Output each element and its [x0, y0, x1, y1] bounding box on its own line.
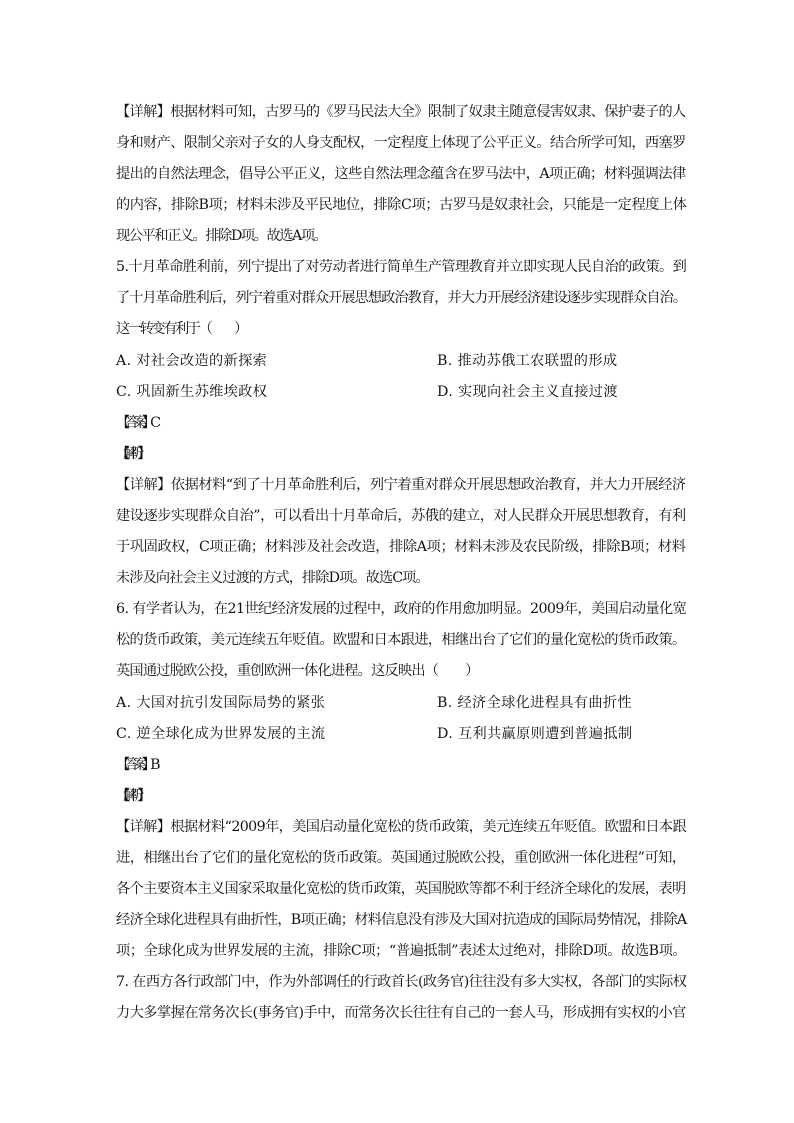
q5-option-d: D. 实现向社会主义直接过渡 — [437, 384, 618, 400]
text-line: 各个主要资本主义国家采取量化宽松的货币政策，英国脱欧等都不利于经济全球化的发展，表明 — [116, 881, 686, 897]
q6-answer: 【答案】B — [116, 757, 155, 773]
q6-option-d: D. 互利共赢原则遭到普遍抵制 — [437, 726, 633, 742]
q5-answer: 【答案】C — [116, 415, 156, 431]
text-line: 的内容，排除B项；材料未涉及平民地位，排除C项；古罗马是奴隶社会，只能是一定程度上体 — [116, 197, 687, 213]
text-line: 身和财产、限制父亲对子女的人身支配权，一定程度上体现了公平正义。结合所学可知，西塞罗 — [116, 135, 686, 151]
q5-option-c: C. 巩固新生苏维埃政权 — [116, 384, 268, 400]
text-line: 了十月革命胜利后，列宁着重对群众开展思想政治教育，并大力开展经济建设逐步实现群众自治。 — [116, 290, 687, 306]
q5-analysis-heading: 【解析】 — [116, 446, 145, 462]
text-line: 进，相继出台了它们的量化宽松的货币政策。英国通过脱欧公投，重创欧洲一体化进程”可知， — [116, 850, 686, 866]
text-line: 项；全球化成为世界发展的主流，排除C项；“普遍抵制”表述太过绝对，排除D项。故选B项。 — [116, 943, 687, 959]
text-line: 于巩固政权，C项正确；材料涉及社会改造，排除A项；材料未涉及农民阶级，排除B项；材料 — [116, 539, 686, 555]
question-6-stem: 6. 有学者认为，在21世纪经济发展的过程中，政府的作用愈加明显。2009年，美国启动量化宽 — [116, 601, 687, 617]
text-line: 【详解】根据材料“2009年，美国启动量化宽松的货币政策，美元连续五年贬值。欧盟和日本跟 — [116, 819, 687, 835]
text-line: 这一转变有利于（ ） — [116, 321, 246, 337]
q6-option-c: C. 逆全球化成为世界发展的主流 — [116, 726, 326, 742]
text-line: 现公平和正义。排除D项。故选A项。 — [116, 228, 327, 244]
text-line: 经济全球化进程具有曲折性，B项正确；材料信息没有涉及大国对抗造成的国际局势情况，排除A — [116, 912, 687, 928]
text-line: 建设逐步实现群众自治”，可以看出十月革命后，苏俄的建立，对人民群众开展思想教育，有利 — [116, 508, 686, 524]
q6-option-a: A. 大国对抗引发国际局势的紧张 — [116, 695, 326, 711]
text-line: 英国通过脱欧公投，重创欧洲一体化进程。这反映出（ ） — [116, 663, 479, 679]
text-line: 松的货币政策，美元连续五年贬值。欧盟和日本跟进，相继出台了它们的量化宽松的货币政策。 — [116, 632, 686, 648]
q6-analysis-heading: 【解析】 — [116, 788, 145, 804]
q6-option-b: B. 经济全球化进程具有曲折性 — [437, 695, 632, 711]
text-line: 【详解】依据材料“到了十月革命胜利后，列宁着重对群众开展思想政治教育，并大力开展经济 — [116, 477, 686, 493]
text-line: 提出的自然法理念，倡导公平正义，这些自然法理念蕴含在罗马法中，A项正确；材料强调法律 — [116, 166, 686, 182]
q5-option-b: B. 推动苏俄工农联盟的形成 — [437, 353, 618, 369]
text-line: 未涉及向社会主义过渡的方式，排除D项。故选C项。 — [116, 570, 429, 586]
question-5-stem: 5.十月革命胜利前，列宁提出了对劳动者进行简单生产管理教育并立即实现人民自治的政策。到 — [116, 259, 687, 275]
q5-option-a: A. 对社会改造的新探索 — [116, 353, 268, 369]
text-line: 【详解】根据材料可知，古罗马的《罗马民法大全》限制了奴隶主随意侵害奴隶、保护妻子的人 — [116, 104, 686, 120]
question-7-stem: 7. 在西方各行政部门中，作为外部调任的行政首长(政务官)往往没有多大实权，各部门的实际权 — [116, 974, 687, 990]
text-line: 力大多掌握在常务次长(事务官)手中，而常务次长往往有自己的一套人马，形成拥有实权的小官 — [116, 1005, 686, 1021]
